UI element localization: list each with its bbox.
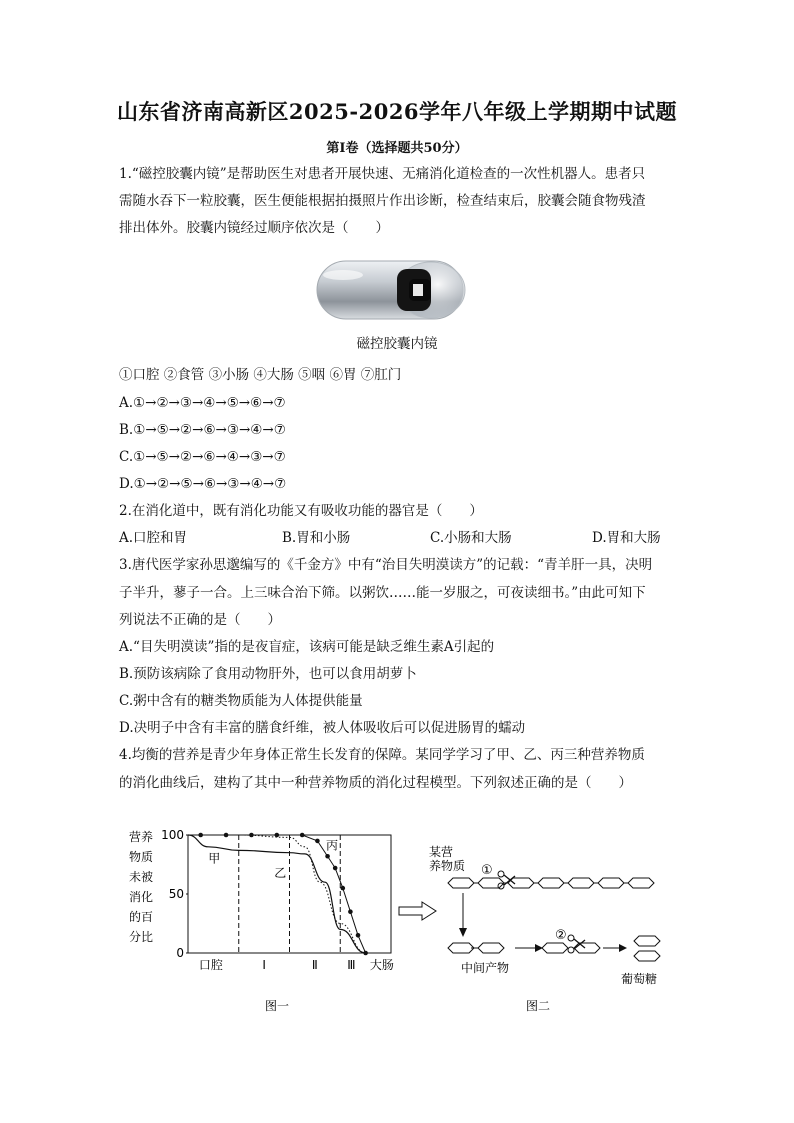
series-point-bing xyxy=(348,909,353,914)
q2-stem: 2.在消化道中，既有消化功能又有吸收功能的器官是（ ） xyxy=(119,503,483,519)
series-point-bing xyxy=(224,833,229,838)
q3-line-2: 子半升，蓼子一合。上三味合治下筛。以粥饮……能一岁服之，可夜读细书。”由此可知下 xyxy=(119,585,646,601)
series-point-bing xyxy=(315,839,320,844)
figure2-caption: 图二 xyxy=(525,999,551,1013)
chain-unit xyxy=(568,878,594,888)
series-point-bing xyxy=(356,933,361,938)
q2-option-d[interactable]: D.胃和大肠 xyxy=(592,530,661,546)
ylabel-segment: 物质 xyxy=(129,850,154,864)
cut-chain xyxy=(542,943,600,953)
xtick-label: Ⅲ xyxy=(347,958,356,972)
ylabel-segment: 营养 xyxy=(129,830,154,844)
cut-unit xyxy=(542,943,568,953)
series-name-label: 甲 xyxy=(208,851,221,866)
xtick-label: Ⅱ xyxy=(311,958,318,972)
q3-option-d[interactable]: D.决明子中含有丰富的膳食纤维，被人体吸收后可以促进肠胃的蠕动 xyxy=(119,720,526,736)
q1-line-2: 需随水吞下一粒胶囊，医生便能根据拍摄照片作出诊断，检查结束后，胶囊会随食物残渣 xyxy=(119,193,646,209)
ylabel-segment: 未被 xyxy=(129,870,154,884)
chart-yticks xyxy=(161,828,188,960)
q3-option-b[interactable]: B.预防该病除了食用动物肝外，也可以食用胡萝卜 xyxy=(119,666,417,682)
chain-unit xyxy=(598,878,624,888)
digestion-curve-chart xyxy=(125,825,395,1025)
glucose-unit xyxy=(634,936,660,946)
q2-option-c[interactable]: C.小肠和大肠 xyxy=(430,530,512,546)
substance-label-3: 质 xyxy=(453,859,466,873)
section-subtitle: 第Ⅰ卷（选择题共50分） xyxy=(326,141,468,156)
ytick-label: 0 xyxy=(176,946,184,960)
q2-option-a[interactable]: A.口腔和胃 xyxy=(119,530,188,546)
q1-option-d[interactable]: D.①→②→⑤→⑥→③→④→⑦ xyxy=(119,476,287,492)
q2-option-b[interactable]: B.胃和小肠 xyxy=(282,530,351,546)
ylabel-segment: 分比 xyxy=(129,930,154,944)
step-2-marker: ② xyxy=(555,928,567,943)
figure1-caption: 图一 xyxy=(264,999,290,1013)
right-arrow-icon-2 xyxy=(619,944,627,952)
xtick-label: 口腔 xyxy=(198,958,223,972)
glucose-units xyxy=(634,936,660,961)
ylabel-segment: 消化 xyxy=(129,890,154,904)
series-name-label: 丙 xyxy=(326,838,339,853)
series-point-bing xyxy=(340,886,345,891)
substance-label-2: 养物 xyxy=(429,859,454,873)
q3-line-1: 3.唐代医学家孙思邈编写的《千金方》中有“治目失明漠读方”的记载：“青羊肝一具，决明 xyxy=(119,557,653,573)
intermediate-product-chain xyxy=(448,943,504,953)
intermediate-unit xyxy=(448,943,474,953)
intermediate-label: 中间产物 xyxy=(461,961,510,975)
xtick-label: Ⅰ xyxy=(262,958,266,972)
q1-option-a[interactable]: A.①→②→③→④→⑤→⑥→⑦ xyxy=(119,395,286,411)
chain-unit xyxy=(508,878,534,888)
series-point-bing xyxy=(198,833,203,838)
q1-line-1: 1.“磁控胶囊内镜”是帮助医生对患者开展快速、无痛消化道检查的一次性机器人。患者只 xyxy=(119,166,646,182)
chain-unit xyxy=(448,878,474,888)
glucose-label: 葡萄糖 xyxy=(621,972,658,986)
q1-line-3: 排出体外。胶囊内镜经过顺序依次是（ ） xyxy=(119,220,389,236)
q3-line-3: 列说法不正确的是（ ） xyxy=(119,612,281,628)
glucose-unit xyxy=(634,951,660,961)
ytick-label: 100 xyxy=(161,828,184,842)
xtick-label: 大肠 xyxy=(369,958,394,972)
q1-option-b[interactable]: B.①→⑤→②→⑥→③→④→⑦ xyxy=(119,422,286,438)
series-name-label: 乙 xyxy=(274,865,287,880)
ylabel-segment: 的百 xyxy=(129,910,154,924)
cut-unit xyxy=(574,943,600,953)
series-point-bing xyxy=(333,866,338,871)
q4-line-1: 4.均衡的营养是青少年身体正常生长发育的保障。某同学学习了甲、乙、丙三种营养物质 xyxy=(119,747,645,763)
chart-series-labels xyxy=(208,839,338,880)
series-point-bing xyxy=(300,833,305,838)
nutrient-chain xyxy=(448,878,654,888)
q4-line-2: 的消化曲线后，建构了其中一种营养物质的消化过程模型。下列叙述正确的是（ ） xyxy=(119,775,632,791)
q3-option-c[interactable]: C.粥中含有的糖类物质能为人体提供能量 xyxy=(119,693,363,709)
capsule-endoscope-image xyxy=(313,255,469,327)
chain-unit xyxy=(538,878,564,888)
down-arrow-icon xyxy=(459,928,467,937)
series-point-bing xyxy=(275,833,280,838)
q1-option-c[interactable]: C.①→⑤→②→⑥→④→③→⑦ xyxy=(119,449,286,465)
digestion-model-diagram xyxy=(425,838,685,1013)
series-point-bing xyxy=(325,854,330,859)
q1-organ-list: ①口腔 ②食管 ③小肠 ④大肠 ⑤咽 ⑥胃 ⑦肛门 xyxy=(119,367,402,383)
series-point-bing xyxy=(363,951,368,956)
substance-label-1: 某营 xyxy=(429,845,454,859)
step-1-marker: ① xyxy=(481,863,493,878)
q3-option-a[interactable]: A.“目失明漠读”指的是夜盲症，该病可能是缺乏维生素A引起的 xyxy=(119,639,495,655)
chart-xticks xyxy=(199,957,394,972)
intermediate-unit xyxy=(478,943,504,953)
ytick-label: 50 xyxy=(168,887,184,901)
chart-ylabel xyxy=(129,829,153,944)
chain-unit xyxy=(628,878,654,888)
q1-image-caption: 磁控胶囊内镜 xyxy=(356,336,438,352)
exam-title: 山东省济南高新区2025-2026学年八年级上学期期中试题 xyxy=(116,99,678,124)
series-point-bing xyxy=(249,833,254,838)
